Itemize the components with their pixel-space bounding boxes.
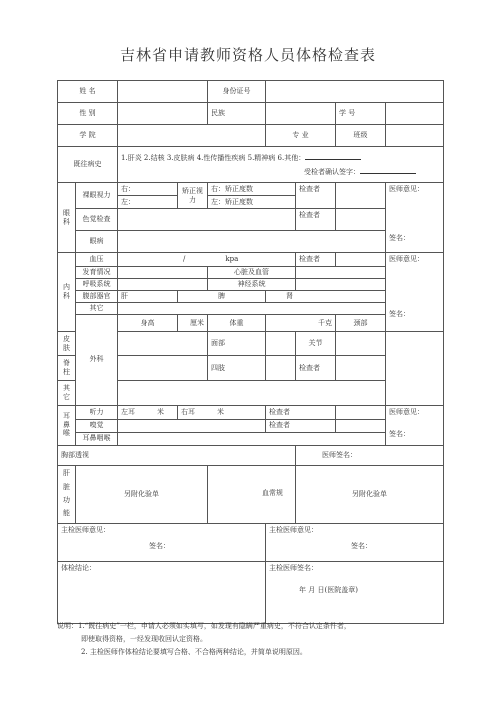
liver-function-label: 肝脏功能	[58, 465, 76, 523]
liver-label: 肝	[118, 291, 178, 303]
chief-opinion-left-label: 主检医师意见：	[61, 525, 110, 534]
physical-exam-form	[57, 80, 444, 624]
eye-disease-field[interactable]	[118, 231, 386, 253]
eye-color-examiner-field[interactable]	[336, 209, 386, 231]
ent-dept: 耳鼻喉	[58, 405, 76, 445]
chief-opinion-right	[266, 523, 444, 561]
hearing-examiner-label: 检查者	[266, 405, 336, 419]
smell-field[interactable]	[118, 419, 266, 432]
history-items: 1.肝炎 2.结核 3.皮肤病 4.性传播性疾病 5.精神病 6.其他：	[121, 154, 306, 163]
hearing-label: 听力	[76, 405, 118, 419]
major-label: 专 业	[266, 125, 336, 147]
chief-opinion-left	[58, 523, 266, 561]
joints-label: 关节	[296, 331, 336, 356]
notes	[57, 620, 457, 659]
chief-opinion-right-sign: 签名：	[351, 542, 373, 551]
limbs-field[interactable]	[266, 356, 296, 381]
ethnicity-field[interactable]	[266, 103, 336, 125]
history-cell	[118, 147, 444, 183]
eye-color-label: 色觉检查	[76, 209, 118, 231]
internal-examiner-label: 检查者	[296, 253, 336, 267]
spine-field[interactable]	[118, 356, 208, 381]
internal-examiner-field[interactable]	[336, 253, 386, 267]
chief-sign-label: 主检医师签名：	[269, 563, 319, 572]
left-ear-label: 左耳	[121, 407, 136, 416]
college-label: 学 院	[58, 125, 118, 147]
throat-field[interactable]	[118, 432, 386, 445]
chief-opinion-left-sign: 签名：	[149, 542, 170, 551]
eye-color-examiner: 检查者	[296, 209, 336, 231]
spine-label: 脊柱	[58, 356, 76, 381]
ent-opinion	[386, 405, 444, 445]
skin-field[interactable]	[118, 331, 208, 356]
note-line-1: 说明：1.“既往病史”一栏，申请人必须如实填写，如发现有隐瞒严重病史，不符合认定条件者，	[57, 622, 351, 630]
chest-label: 胸部透视	[58, 445, 296, 465]
ent-opinion-label: 医师意见：	[389, 407, 425, 416]
surgery-dept: 外科	[76, 315, 118, 406]
left-ear-unit: 米	[157, 407, 165, 416]
gender-label: 性 别	[58, 103, 118, 125]
surgery-other-field[interactable]	[118, 380, 386, 405]
eye-opinion-label: 医师意见：	[389, 185, 425, 193]
bp-sep: /	[183, 255, 186, 264]
conclusion-date: 年 月 日(医院盖章)	[299, 586, 358, 595]
bp-field[interactable]	[118, 253, 296, 267]
id-field[interactable]	[266, 81, 444, 103]
eye-left-label: 左：	[118, 196, 178, 209]
note-line-2: 即使取得资格，一经发现收回认定资格。	[81, 635, 207, 643]
internal-dept: 内科	[58, 253, 76, 332]
right-ear-label: 右耳	[181, 407, 196, 416]
development-label: 发育情况	[76, 267, 118, 279]
left-ear-cell[interactable]	[118, 405, 178, 419]
respiratory-label: 呼吸系统	[76, 279, 118, 291]
bp-label: 血压	[76, 253, 118, 267]
hearing-examiner-field[interactable]	[336, 405, 386, 419]
class-label: 班级	[336, 125, 386, 147]
internal-other-label: 其它	[76, 303, 118, 315]
eye-left-deg: 左：矫正度数	[208, 196, 296, 209]
limbs-label: 四肢	[208, 356, 266, 381]
height-unit: 厘米	[178, 315, 208, 332]
eye-opinion	[386, 183, 444, 253]
right-ear-unit: 米	[217, 407, 225, 416]
kidney-label: 肾	[266, 291, 386, 303]
abdomen-label: 腹部器官	[76, 291, 118, 303]
internal-sign: 签名：	[389, 309, 411, 318]
heart-label: 心脏及血管	[208, 267, 296, 279]
ent-sign: 签名：	[389, 430, 411, 439]
college-field[interactable]	[118, 125, 266, 147]
surgery-other-label: 其它	[58, 380, 76, 405]
smell-label: 嗅觉	[76, 419, 118, 432]
liver-function-note: 另附化验单	[76, 465, 208, 523]
eye-dept: 眼科	[58, 183, 76, 253]
smell-examiner-field[interactable]	[336, 419, 386, 432]
ethnicity-label: 民族	[208, 103, 266, 125]
internal-opinion	[386, 253, 444, 332]
name-label: 姓 名	[58, 81, 118, 103]
history-other-line[interactable]	[305, 152, 361, 160]
skin-label: 皮肤	[58, 331, 76, 356]
bp-unit: kpa	[225, 255, 239, 264]
face-field[interactable]	[266, 331, 296, 356]
internal-opinion-label: 医师意见：	[389, 255, 425, 263]
smell-examiner-label: 检查者	[266, 419, 336, 432]
conclusion-label: 体检结论：	[61, 563, 96, 572]
history-label: 既往病史	[58, 147, 118, 183]
right-ear-cell[interactable]	[178, 405, 266, 419]
chief-opinion-right-label: 主检医师意见：	[269, 525, 319, 534]
class-field[interactable]	[386, 125, 444, 147]
internal-other-field[interactable]	[118, 303, 386, 315]
height-label: 身高	[118, 315, 178, 332]
nervous-field[interactable]	[296, 279, 386, 291]
surgery-examiner-label: 检查者	[296, 356, 336, 381]
nervous-label: 神经系统	[208, 279, 296, 291]
eye-vision-label: 裸眼视力	[76, 183, 118, 209]
form-title: 吉林省申请教师资格人员体格检查表	[119, 46, 376, 64]
student-no-field[interactable]	[386, 103, 444, 125]
joints-field[interactable]	[336, 331, 386, 356]
eye-examiner-label: 检查者	[296, 183, 336, 209]
id-label: 身份证号	[208, 81, 266, 103]
chief-sign-cell[interactable]	[266, 561, 444, 623]
note-line-3: 2. 主检医师作体检结论要填写合格、不合格两种结论，并简单说明原因。	[81, 648, 307, 656]
heart-field[interactable]	[296, 267, 386, 279]
student-no-label: 学 号	[336, 103, 386, 125]
development-field[interactable]	[118, 267, 208, 279]
throat-label: 耳鼻咽喉	[76, 432, 118, 445]
neck-label: 颈部	[336, 315, 386, 332]
eye-sign: 签名：	[389, 233, 411, 242]
gender-field[interactable]	[118, 103, 208, 125]
eye-disease-label: 眼病	[76, 231, 118, 253]
eye-color-field[interactable]	[118, 209, 296, 231]
chest-sign: 医师签名：	[296, 445, 444, 465]
eye-right-label: 右：	[118, 183, 178, 196]
name-field[interactable]	[118, 81, 208, 103]
history-confirm-line[interactable]	[360, 166, 416, 174]
spleen-label: 脾	[178, 291, 266, 303]
eye-corrected-label: 矫正视力	[178, 183, 208, 209]
history-confirm: 受检者确认签字：	[304, 168, 361, 176]
respiratory-field[interactable]	[118, 279, 208, 291]
surgery-examiner-field[interactable]	[336, 356, 386, 381]
blood-routine-note: 另附化验单	[296, 465, 444, 523]
face-label: 面部	[208, 331, 266, 356]
conclusion-cell[interactable]	[58, 561, 266, 623]
weight-unit: 千克	[266, 315, 336, 332]
eye-examiner-field[interactable]	[336, 183, 386, 209]
weight-label: 体重	[208, 315, 266, 332]
eye-right-deg: 右：矫正度数	[208, 183, 296, 196]
blood-routine-label: 血常规	[208, 465, 296, 523]
